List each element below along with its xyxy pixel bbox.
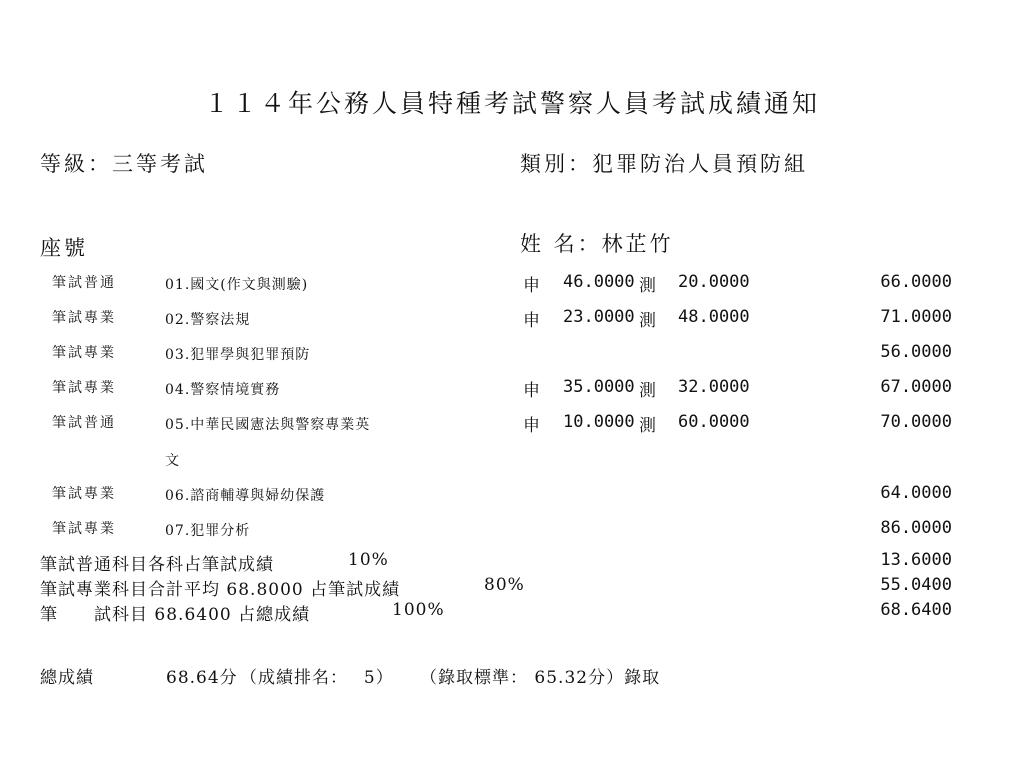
subject-name: 01.國文(作文與測驗) [165, 277, 309, 293]
candidate-name: 姓 名：林芷竹 [520, 232, 674, 256]
test-tag: 測 [639, 311, 656, 331]
subject-name: 04.警察情境實務 [165, 382, 281, 398]
test-tag: 測 [639, 416, 656, 436]
essay-score: 35.0000 [563, 377, 635, 397]
admission-standard: （錄取標準： 65.32分）錄取 [420, 668, 661, 688]
subject-total: 86.0000 [880, 518, 952, 538]
exam-level: 等級：三等考試 [40, 152, 208, 176]
subject-category: 筆試專業 [52, 521, 116, 537]
subject-name: 05.中華民國憲法與警察專業英 [165, 417, 371, 433]
final-score-value: 68.64分 [166, 668, 238, 688]
summary-text: 筆 試科目 68.6400 占總成績 [40, 605, 311, 625]
subject-category: 筆試普通 [52, 275, 116, 291]
subject-name: 02.警察法規 [165, 312, 251, 328]
subject-category: 筆試專業 [52, 345, 116, 361]
subject-name: 07.犯罪分析 [165, 523, 251, 539]
final-score-label: 總成績 [40, 668, 94, 688]
summary-percent: 80% [484, 575, 525, 595]
summary-percent: 10% [348, 550, 389, 570]
test-score: 32.0000 [678, 377, 750, 397]
essay-score: 23.0000 [563, 307, 635, 327]
summary-text: 筆試普通科目各科占筆試成績 [40, 555, 274, 575]
subject-category: 筆試專業 [52, 486, 116, 502]
subject-name: 06.諮商輔導與婦幼保護 [165, 488, 326, 504]
subject-total: 71.0000 [880, 307, 952, 327]
subject-name-continued: 文 [165, 453, 180, 469]
seat-number-label: 座號 [40, 236, 88, 260]
test-tag: 測 [639, 381, 656, 401]
essay-tag: 申 [523, 276, 540, 296]
subject-category: 筆試普通 [52, 415, 116, 431]
essay-score: 10.0000 [563, 412, 635, 432]
test-tag: 測 [639, 276, 656, 296]
page-title: １１４年公務人員特種考試警察人員考試成績通知 [203, 89, 820, 118]
subject-total: 66.0000 [880, 272, 952, 292]
summary-text: 筆試專業科目合計平均 68.8000 占筆試成績 [40, 580, 401, 600]
subject-total: 70.0000 [880, 412, 952, 432]
essay-score: 46.0000 [563, 272, 635, 292]
summary-percent: 100% [392, 600, 445, 620]
rank-text: （成績排名： 5） [240, 668, 394, 688]
subject-name: 03.犯罪學與犯罪預防 [165, 347, 311, 363]
subject-category: 筆試專業 [52, 310, 116, 326]
essay-tag: 申 [523, 311, 540, 331]
subject-total: 67.0000 [880, 377, 952, 397]
essay-tag: 申 [523, 416, 540, 436]
essay-tag: 申 [523, 381, 540, 401]
summary-value: 55.0400 [880, 575, 952, 595]
subject-category: 筆試專業 [52, 380, 116, 396]
summary-value: 68.6400 [880, 600, 952, 620]
test-score: 60.0000 [678, 412, 750, 432]
summary-value: 13.6000 [880, 550, 952, 570]
subject-total: 56.0000 [880, 342, 952, 362]
subject-total: 64.0000 [880, 483, 952, 503]
test-score: 48.0000 [678, 307, 750, 327]
test-score: 20.0000 [678, 272, 750, 292]
exam-category: 類別：犯罪防治人員預防組 [520, 152, 808, 176]
